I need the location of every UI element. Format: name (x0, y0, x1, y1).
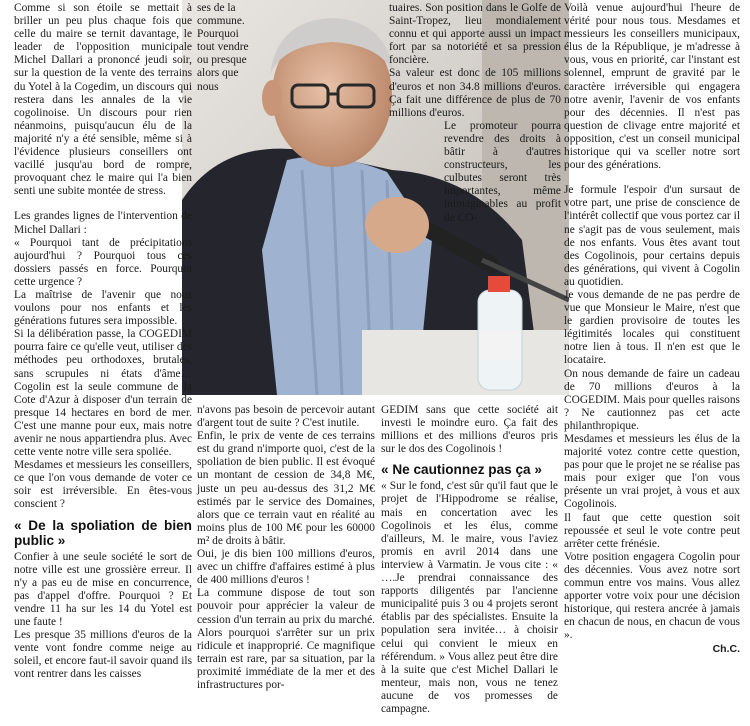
paragraph: n'avons pas besoin de percevoir autant d'argent tout de suite ? C'est inutile. (197, 404, 375, 430)
paragraph: Voilà venue aujourd'hui l'heure de vérité pour nous tous. Mesdames et messieurs les conseillers municipaux, élus de la République, je m'adresse à vous, vous en priorité, car l'instant est solennel, emprunt de gravité par le caractère irréversible qui engagera notre avenir, l'avenir de vos enfants pour des décennies. Il n'est pas question de clivage entre majorité et opposition, c'est un conseil municipal historique qui va sceller notre sort pour des générations. (564, 2, 740, 172)
paragraph: Il faut que cette question soit repoussée et seul le vote contre peut arrêter cette frénésie. (564, 511, 740, 550)
paragraph: Sa valeur est donc de 105 millions d'euros et non 34.8 millions d'euros. Ça fait une différence de plus de 70 millions d'euros. (389, 67, 561, 119)
paragraph: Confier à une seule société le sort de notre ville est une grossière erreur. Il n'y a pas eu de mise en concurrence, pas d'appel d'offre. Pourquoi ? Et vendre 11 ha sur les 14 du Yotel est une faute ! (14, 550, 192, 629)
paragraph: Le promoteur pourra revendre des droits à bâtir à d'autres constructeurs, les culbutes seront très importantes, même inimaginables au profit de CO- (444, 119, 561, 224)
paragraph: Si la délibération passe, la COGEDIM pourra faire ce qu'elle veut, utiliser des méthodes peu orthodoxes, brutales, sans scrupules ni états d'âme… Cogolin est la seule commune de la Cote d'Azur à disposer d'un terrain de presque 14 hectares en bord de mer. C'est une manne pour eux, mais notre avenir ne nous appartiendra plus. Avec cette vente notre ville sera spoliée. (14, 328, 192, 459)
paragraph: Oui, je dis bien 100 millions d'euros, avec un chiffre d'affaires estimé à plus de 400 millions d'euros ! (197, 548, 375, 587)
author-signature: Ch.C. (712, 642, 740, 655)
subheading: « De la spoliation de bien public » (14, 517, 192, 548)
paragraph: Comme si son étoile se mettait à briller un peu plus chaque fois que celle du maire se ternit davantage, le leader de l'opposition municipale Michel Dallari a prononcé jeudi soir, sur la question de la vente des terrains du Yotel à la Cogedim, un discours qui restera dans les annales de la vie cogolinoise. Un discours pour rien néanmoins, puisqu'aucun élu de la majorité n'y a été sensible, même si à l'évidence plusieurs conseillers ont vacillé jusqu'au bord de rompre, provoquant chez le maire qui l'a bien senti une subite montée de stress. (14, 2, 192, 198)
paragraph: tuaires. Son position dans le Golfe de Saint-Tropez, lieu mondialement connu et qui apporte aussi un impact fort par sa notoriété et sa pression foncière. (389, 2, 561, 67)
article-column-3-top (389, 2, 561, 225)
paragraph: Votre position engagera Cogolin pour des décennies. Vous avez notre sort commun entre vos mains. Vous allez apporter votre voix pour une décision historique, qui restera ancrée à jamais en chacun de nous, en chacun de vous ». (564, 550, 740, 642)
paragraph: La commune dispose de tout son pouvoir pour apprécier la valeur de cession d'un terrain au prix du marché. Alors pourquoi s'arrêter sur un prix ridicule et inapproprié. Ce magnifique terrain est rare, par sa situation, par la proximité immédiate de la mer et des infrastructures por- (197, 587, 375, 691)
article-column-3 (381, 404, 558, 716)
paragraph: GEDIM sans que cette société ait investi le moindre euro. Ça fait des millions et des millions d'euros pris sur le dos des Cogolinois ! (381, 404, 558, 456)
paragraph: On nous demande de faire un cadeau de 70 millions d'euros à la COGEDIM. Mais pour quelles raisons ? Ne cautionnez pas cet acte philanthropique. (564, 367, 740, 432)
paragraph: « Sur le fond, c'est sûr qu'il faut que le projet de l'Hippodrome se réalise, mais en concertation avec les Cogolinois et les élus, comme d'ailleurs, M. le maire, vous l'aviez promis en avril 2014 dans une interview à Varmatin. Je vous cite : « ….Je prendrai connaissance des rapports diligentés par l'ancienne municipalité puis 3 ou 4 projets seront établis par des spécialistes. Ensuite la population sera invitée… à choisir celui qui convient le mieux en référendum. » Vous allez peut être dire à la suite que c'est Michel Dallari le menteur, mais non, vous ne tenez aucune de vos promesses de campagne. (381, 480, 558, 715)
paragraph: Mesdames et messieurs les conseillers, ce que l'on vous demande de voter ce soir est irréversible. En êtes-vous conscient ? (14, 459, 192, 511)
paragraph: « Pourquoi tant de précipitations aujourd'hui ? Pourquoi tous ces dossiers passés en force. Pourquoi cette urgence ? (14, 236, 192, 288)
subheading: « Ne cautionnez pas ça » (381, 462, 542, 478)
paragraph: Je vous demande de ne pas perdre de vue que Monsieur le Maire, n'est que le gardien provisoire de toutes les légitimités locales qui constituent notre lien à tous. Il n'en est que le locataire. (564, 288, 740, 367)
article-column-2 (197, 404, 375, 692)
paragraph: Enfin, le prix de vente de ces terrains est du grand n'importe quoi, c'est de la spoliation de bien public. Il est évoqué un montant de cession de 34,8 M€, juste un peu au-dessus des 31,2 M€ estimés par le service des Domaines, alors que ce terrain vaut en réalité au moins plus de 100 M€ pour les 60000 m² de droits à bâtir. (197, 430, 375, 547)
paragraph: Les presque 35 millions d'euros de la vente vont fondre comme neige au soleil, et encore faut-il savoir quand ils vont rentrer dans les caisses (14, 629, 192, 681)
paragraph: ses de la commune. Pourquoi tout vendre ou presque alors que nous (197, 2, 249, 93)
article-column-4 (564, 2, 740, 656)
article-column-1 (14, 2, 192, 682)
paragraph: Je formule l'espoir d'un sursaut de votre part, une prise de conscience de l'intérêt collectif que vous portez car il ne s'agit pas de vous seulement, mais de nos enfants. Vous êtes avant tout des Cogolinois, pour certains depuis des générations, qui vivent à Cogolin au quotidien. (564, 184, 740, 288)
article-column-2-top (197, 2, 257, 94)
paragraph: Mesdames et messieurs les élus de la majorité votez contre cette question, pas pour que le projet ne se réalise pas mais pour exiger que l'on vous présente un vrai projet, à vous et aux Cogolinois. (564, 433, 740, 511)
paragraph: La maîtrise de l'avenir que nous voulons pour nos enfants et les générations futures sera impossible. (14, 288, 192, 328)
paragraph: Les grandes lignes de l'intervention de Michel Dallari : (14, 210, 192, 236)
